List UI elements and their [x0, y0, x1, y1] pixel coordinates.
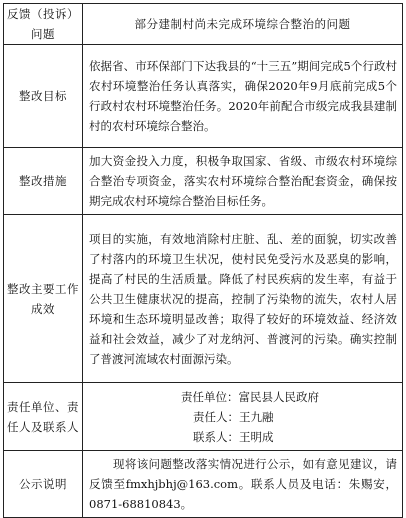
- row-main-results: [4, 215, 403, 383]
- rectification-goal-text: 依据省、市环保部门下达我县的“十三五”期间完成5个行政村农村环境整治任务认真落实，确保2020年9月底前完成5个行政村农村环境整治任务。2020年前配合市级完成我县建制村的农村环境综合整治。: [83, 45, 403, 148]
- label-public-notice: 公示说明: [4, 451, 83, 518]
- row-public-notice: [4, 451, 403, 518]
- label-responsible-parties: 责任单位、责任人及联系人: [4, 383, 83, 451]
- responsible-unit-line: [89, 387, 397, 407]
- row-responsible-parties: [4, 383, 403, 451]
- public-notice-text: 现将该问题整改落实情况进行公示，如有意见建议，请反馈至fmxhjbhj@163.com。联系人员及电话：朱赐安，0871-68810843。: [83, 451, 403, 518]
- responsible-unit-label: 责任单位：: [181, 389, 239, 404]
- contact-person-label: 联系人：: [193, 429, 239, 444]
- responsible-person-label: 责任人：: [193, 409, 239, 424]
- label-complaint-issue: 反馈（投诉）问题: [4, 4, 83, 45]
- responsible-person-line: [89, 407, 397, 427]
- rectification-table: [3, 3, 403, 518]
- rectification-measures-text: 加大资金投入力度，积极争取国家、省级、市级农村环境综合整治专项资金，落实农村环境综合整治配套资金，确保按期完成农村环境综合整治目标任务。: [83, 148, 403, 215]
- row-rectification-measures: [4, 148, 403, 215]
- row-rectification-goal: [4, 45, 403, 148]
- main-results-text: 项目的实施，有效地消除村庄脏、乱、差的面貌，切实改善了村落内的环境卫生状况，使村民免受污水及恶臭的影响，提高了村民的生活质量。降低了村民疾病的发生率，有益于公共卫生健康状况的提高，控制了污染物的流失，农村人居环境和生态环境明显改善；取得了较好的环境效益、经济效益和社会效益，减少了对龙纳河、普渡河的污染。确实控制了普渡河流域农村面源污染。: [83, 215, 403, 383]
- contact-person-line: [89, 427, 397, 447]
- responsible-unit-value: 富民县人民政府: [238, 389, 319, 404]
- label-rectification-measures: 整改措施: [4, 148, 83, 215]
- contact-person-value: 王明成: [239, 429, 274, 444]
- label-main-results: 整改主要工作成效: [4, 215, 83, 383]
- row-complaint-issue: [4, 4, 403, 45]
- responsible-person-value: 王九融: [239, 409, 274, 424]
- label-rectification-goal: 整改目标: [4, 45, 83, 148]
- responsible-parties-cell: [83, 383, 403, 451]
- complaint-issue-text: 部分建制村尚未完成环境综合整治的问题: [83, 4, 403, 45]
